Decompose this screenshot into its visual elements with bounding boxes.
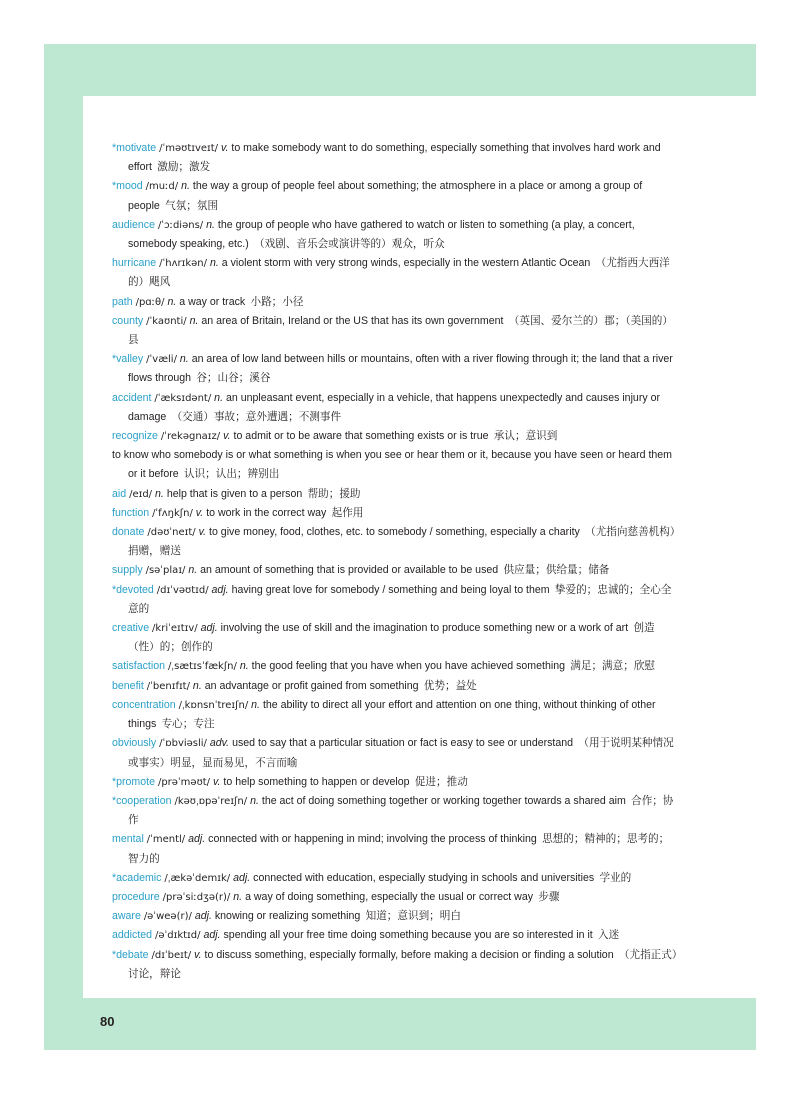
entry-headword: *mood bbox=[112, 180, 143, 193]
glossary-entry bbox=[112, 427, 678, 446]
entry-definition: a way or track bbox=[179, 295, 246, 308]
entry-definition: the ability to direct all your effort and attention on one thing, without thinking of other things bbox=[128, 698, 656, 731]
entry-part-of-speech: n. bbox=[233, 890, 243, 903]
entry-part-of-speech: n. bbox=[214, 391, 224, 404]
entry-headword: procedure bbox=[112, 890, 160, 903]
entry-translation: 步骤 bbox=[538, 890, 560, 903]
entry-phonetic: /dəʊˈneɪt/ bbox=[147, 527, 196, 539]
entry-phonetic: /dɪˈvəʊtɪd/ bbox=[156, 584, 209, 596]
entry-part-of-speech: n. bbox=[239, 660, 249, 673]
glossary-entry bbox=[112, 446, 678, 484]
entry-translation: 促进；推动 bbox=[414, 775, 468, 788]
entry-definition: the group of people who have gathered to watch or listen to something (a play, a concert, somebody speaking, etc.) bbox=[128, 218, 635, 251]
entry-translation: 专心；专注 bbox=[161, 718, 215, 731]
entry-definition: a violent storm with very strong winds, especially in the western Atlantic Ocean bbox=[221, 257, 591, 270]
entry-part-of-speech: n. bbox=[250, 794, 259, 807]
entry-definition: an unpleasant event, especially in a vehicle, that happens unexpectedly and causes injury or damage bbox=[128, 391, 661, 423]
entry-headword: *cooperation bbox=[112, 794, 172, 807]
entry-part-of-speech: n. bbox=[209, 257, 219, 270]
glossary-entry bbox=[112, 254, 678, 292]
entry-headword: audience bbox=[112, 218, 156, 231]
entry-part-of-speech: n. bbox=[179, 353, 189, 366]
entry-headword: accident bbox=[112, 391, 152, 404]
entry-headword: *debate bbox=[112, 948, 149, 961]
entry-translation: （尤指西大西洋的）飓风 bbox=[128, 257, 670, 289]
entry-translation: 挚爱的；忠诚的；全心全意的 bbox=[128, 583, 672, 615]
entry-part-of-speech: adj. bbox=[211, 583, 229, 596]
entry-translation: 气氛；氛围 bbox=[165, 199, 219, 212]
glossary-entry bbox=[112, 389, 678, 427]
glossary-entry bbox=[112, 926, 678, 945]
glossary-entry bbox=[112, 581, 678, 619]
entry-headword: obviously bbox=[112, 737, 157, 750]
entry-phonetic: /ˌsætɪsˈfækʃn/ bbox=[167, 661, 237, 673]
glossary-entry bbox=[112, 792, 678, 830]
entry-phonetic: /ˈvæli/ bbox=[146, 354, 177, 366]
entry-headword: benefit bbox=[112, 679, 144, 692]
entry-definition: an area of low land between hills or mountains, often with a river flowing through it; the land that a river flows through bbox=[128, 353, 673, 385]
entry-part-of-speech: n. bbox=[188, 564, 198, 577]
entry-part-of-speech: adj. bbox=[188, 833, 206, 846]
entry-headword: hurricane bbox=[112, 257, 157, 270]
glossary-entry bbox=[112, 696, 678, 734]
entry-part-of-speech: n. bbox=[192, 679, 202, 692]
entry-translation: （用于说明某种情况或事实）明显，显而易见，不言而喻 bbox=[128, 737, 674, 769]
glossary-entry bbox=[112, 177, 678, 215]
entry-headword: aware bbox=[112, 910, 141, 923]
entry-phonetic: /ˈhʌrɪkən/ bbox=[159, 258, 207, 270]
entry-headword: *motivate bbox=[112, 142, 157, 154]
glossary-entry bbox=[112, 139, 678, 177]
entry-translation: 入迷 bbox=[598, 929, 620, 942]
entry-translation: （交通）事故；意外遭遇；不测事件 bbox=[171, 410, 342, 423]
glossary-entry bbox=[112, 504, 678, 523]
entry-definition: spending all your free time doing something because you are so interested in it bbox=[223, 929, 593, 942]
page-number: 80 bbox=[100, 1014, 115, 1029]
glossary-entry bbox=[112, 350, 678, 388]
entry-definition: an area of Britain, Ireland or the US that has its own government bbox=[201, 314, 504, 327]
entry-phonetic: /səˈplaɪ/ bbox=[145, 565, 186, 577]
glossary-entry bbox=[112, 888, 678, 907]
entry-phonetic: /prəˈməʊt/ bbox=[157, 776, 211, 788]
entry-definition: an amount of something that is provided or available to be used bbox=[200, 564, 499, 577]
entry-translation: 小路；小径 bbox=[250, 295, 304, 308]
entry-part-of-speech: n. bbox=[181, 180, 190, 193]
entry-headword: creative bbox=[112, 622, 150, 635]
glossary-entry bbox=[112, 946, 678, 984]
glossary-entry bbox=[112, 657, 678, 676]
entry-part-of-speech: adj. bbox=[233, 871, 251, 884]
entry-headword: *promote bbox=[112, 775, 155, 788]
glossary-entry bbox=[112, 619, 678, 657]
entry-definition: a way of doing something, especially the usual or correct way bbox=[245, 890, 534, 903]
entry-phonetic: /kriˈeɪtɪv/ bbox=[152, 623, 198, 635]
entry-part-of-speech: adj. bbox=[194, 910, 212, 923]
entry-definition: the way a group of people feel about something; the atmosphere in a place or among a group of people bbox=[128, 180, 643, 212]
glossary-entry bbox=[112, 312, 678, 350]
entry-headword: *academic bbox=[112, 871, 162, 884]
entry-part-of-speech: v. bbox=[220, 142, 229, 154]
entry-phonetic: /ˈbenɪfɪt/ bbox=[146, 680, 190, 692]
glossary-list bbox=[112, 139, 678, 984]
entry-definition: connected with education, especially studying in schools and universities bbox=[253, 871, 595, 884]
entry-translation: 认识；认出；辨别出 bbox=[183, 468, 280, 481]
entry-definition: to admit or to be aware that something exists or is true bbox=[233, 430, 489, 443]
glossary-entry bbox=[112, 773, 678, 792]
entry-part-of-speech: v. bbox=[213, 775, 221, 788]
entry-translation: 激励；激发 bbox=[157, 161, 211, 174]
entry-translation: 谷；山谷；溪谷 bbox=[196, 372, 271, 385]
glossary-entry bbox=[112, 561, 678, 580]
entry-headword: recognize bbox=[112, 430, 158, 443]
entry-headword: *valley bbox=[112, 353, 144, 366]
entry-definition: having great love for somebody / something and being loyal to them bbox=[231, 583, 550, 596]
entry-translation: 学业的 bbox=[599, 871, 632, 884]
entry-part-of-speech: n. bbox=[206, 218, 215, 231]
glossary-entry bbox=[112, 830, 678, 868]
entry-part-of-speech: n. bbox=[251, 698, 260, 711]
entry-phonetic: /ˈɒbviəsli/ bbox=[159, 738, 207, 750]
entry-phonetic: /ˈmentl/ bbox=[146, 834, 186, 846]
glossary-entry bbox=[112, 907, 678, 926]
glossary-entry bbox=[112, 869, 678, 888]
entry-part-of-speech: n. bbox=[167, 295, 177, 308]
entry-translation: 满足；满意；欣慰 bbox=[570, 660, 656, 673]
entry-definition: the act of doing something together or working together towards a shared aim bbox=[261, 794, 626, 807]
entry-phonetic: /əˈweə(r)/ bbox=[143, 911, 192, 923]
entry-phonetic: /ˈfʌŋkʃn/ bbox=[152, 507, 193, 519]
entry-definition: the good feeling that you have when you have achieved something bbox=[251, 660, 565, 673]
entry-phonetic: /əˈdɪktɪd/ bbox=[155, 930, 201, 942]
entry-translation: （尤指向慈善机构）捐赠，赠送 bbox=[128, 526, 676, 558]
entry-phonetic: /ˈməʊtɪveɪt/ bbox=[159, 143, 219, 154]
entry-phonetic: /dɪˈbeɪt/ bbox=[151, 949, 192, 961]
entry-headword: county bbox=[112, 314, 144, 327]
entry-definition: involving the use of skill and the imagination to produce something new or a work of art bbox=[220, 622, 629, 635]
entry-headword: *devoted bbox=[112, 583, 154, 596]
entry-definition: knowing or realizing something bbox=[214, 910, 361, 923]
entry-phonetic: /muːd/ bbox=[145, 181, 179, 193]
entry-definition: help that is given to a person bbox=[166, 487, 303, 500]
entry-translation: 优势；益处 bbox=[423, 679, 477, 692]
entry-definition: an advantage or profit gained from something bbox=[204, 679, 419, 692]
entry-phonetic: /ˈɔːdiəns/ bbox=[157, 219, 204, 231]
glossary-entry bbox=[112, 734, 678, 772]
entry-phonetic: /pɑːθ/ bbox=[135, 296, 165, 308]
entry-translation: （英国、爱尔兰的）郡；（美国的）县 bbox=[128, 314, 673, 347]
entry-part-of-speech: v. bbox=[195, 506, 204, 519]
entry-translation: 创造（性）的；创作的 bbox=[128, 622, 655, 654]
entry-definition: to make somebody want to do something, especially something that involves hard work and effort bbox=[128, 142, 661, 174]
glossary-entry bbox=[112, 485, 678, 504]
entry-translation: 承认；意识到 bbox=[493, 430, 558, 443]
entry-definition: to work in the correct way bbox=[206, 506, 327, 519]
entry-definition: to discuss something, especially formally, before making a decision or finding a solution bbox=[204, 948, 614, 961]
entry-headword: path bbox=[112, 295, 133, 308]
entry-translation: （戏剧、音乐会或演讲等的）观众，听众 bbox=[254, 238, 445, 251]
entry-phonetic: /kəʊˌɒpəˈreɪʃn/ bbox=[174, 795, 248, 807]
entry-definition: to know who somebody is or what something is when you see or hear them or it, because you have seen or heard them or it before bbox=[112, 449, 673, 481]
entry-phonetic: /ˈrekəgnaɪz/ bbox=[160, 431, 221, 443]
entry-part-of-speech: adj. bbox=[200, 622, 218, 635]
entry-translation: 起作用 bbox=[331, 506, 364, 519]
entry-headword: addicted bbox=[112, 929, 153, 942]
entry-phonetic: /eɪd/ bbox=[129, 488, 153, 500]
entry-translation: 思想的；精神的；思考的；智力的 bbox=[128, 833, 670, 865]
entry-part-of-speech: adv. bbox=[209, 737, 230, 750]
entry-part-of-speech: n. bbox=[155, 487, 164, 500]
entry-headword: function bbox=[112, 506, 150, 519]
entry-definition: to help something to happen or develop bbox=[223, 775, 410, 788]
entry-translation: 合作；协作 bbox=[128, 794, 674, 827]
entry-phonetic: /ˌkɒnsnˈtreɪʃn/ bbox=[178, 699, 249, 711]
glossary-entry bbox=[112, 523, 678, 561]
entry-definition: used to say that a particular situation or fact is easy to see or understand bbox=[232, 737, 574, 750]
entry-translation: 知道；意识到；明白 bbox=[365, 910, 461, 923]
entry-translation: （尤指正式）讨论，辩论 bbox=[128, 948, 678, 980]
entry-part-of-speech: adj. bbox=[203, 929, 221, 942]
entry-part-of-speech: v. bbox=[198, 526, 207, 539]
entry-definition: to give money, food, clothes, etc. to somebody / something, especially a charity bbox=[209, 526, 580, 539]
entry-headword: aid bbox=[112, 487, 127, 500]
entry-definition: connected with or happening in mind; involving the process of thinking bbox=[208, 833, 537, 846]
entry-phonetic: /prəˈsiːdʒə(r)/ bbox=[162, 891, 231, 903]
glossary-entry bbox=[112, 293, 678, 312]
entry-part-of-speech: v. bbox=[194, 948, 202, 961]
entry-translation: 帮助；援助 bbox=[307, 487, 361, 500]
entry-headword: mental bbox=[112, 833, 144, 846]
entry-translation: 供应量；供给量；储备 bbox=[503, 564, 610, 577]
entry-headword: supply bbox=[112, 564, 143, 577]
entry-phonetic: /ˈkaʊnti/ bbox=[146, 315, 187, 327]
entry-headword: satisfaction bbox=[112, 660, 165, 673]
entry-part-of-speech: v. bbox=[223, 430, 231, 443]
glossary-entry bbox=[112, 677, 678, 696]
entry-headword: concentration bbox=[112, 698, 176, 711]
glossary-entry bbox=[112, 216, 678, 254]
entry-headword: donate bbox=[112, 526, 145, 539]
entry-part-of-speech: n. bbox=[189, 314, 199, 327]
entry-phonetic: /ˌækəˈdemɪk/ bbox=[164, 872, 231, 884]
entry-phonetic: /ˈæksɪdənt/ bbox=[154, 392, 212, 404]
